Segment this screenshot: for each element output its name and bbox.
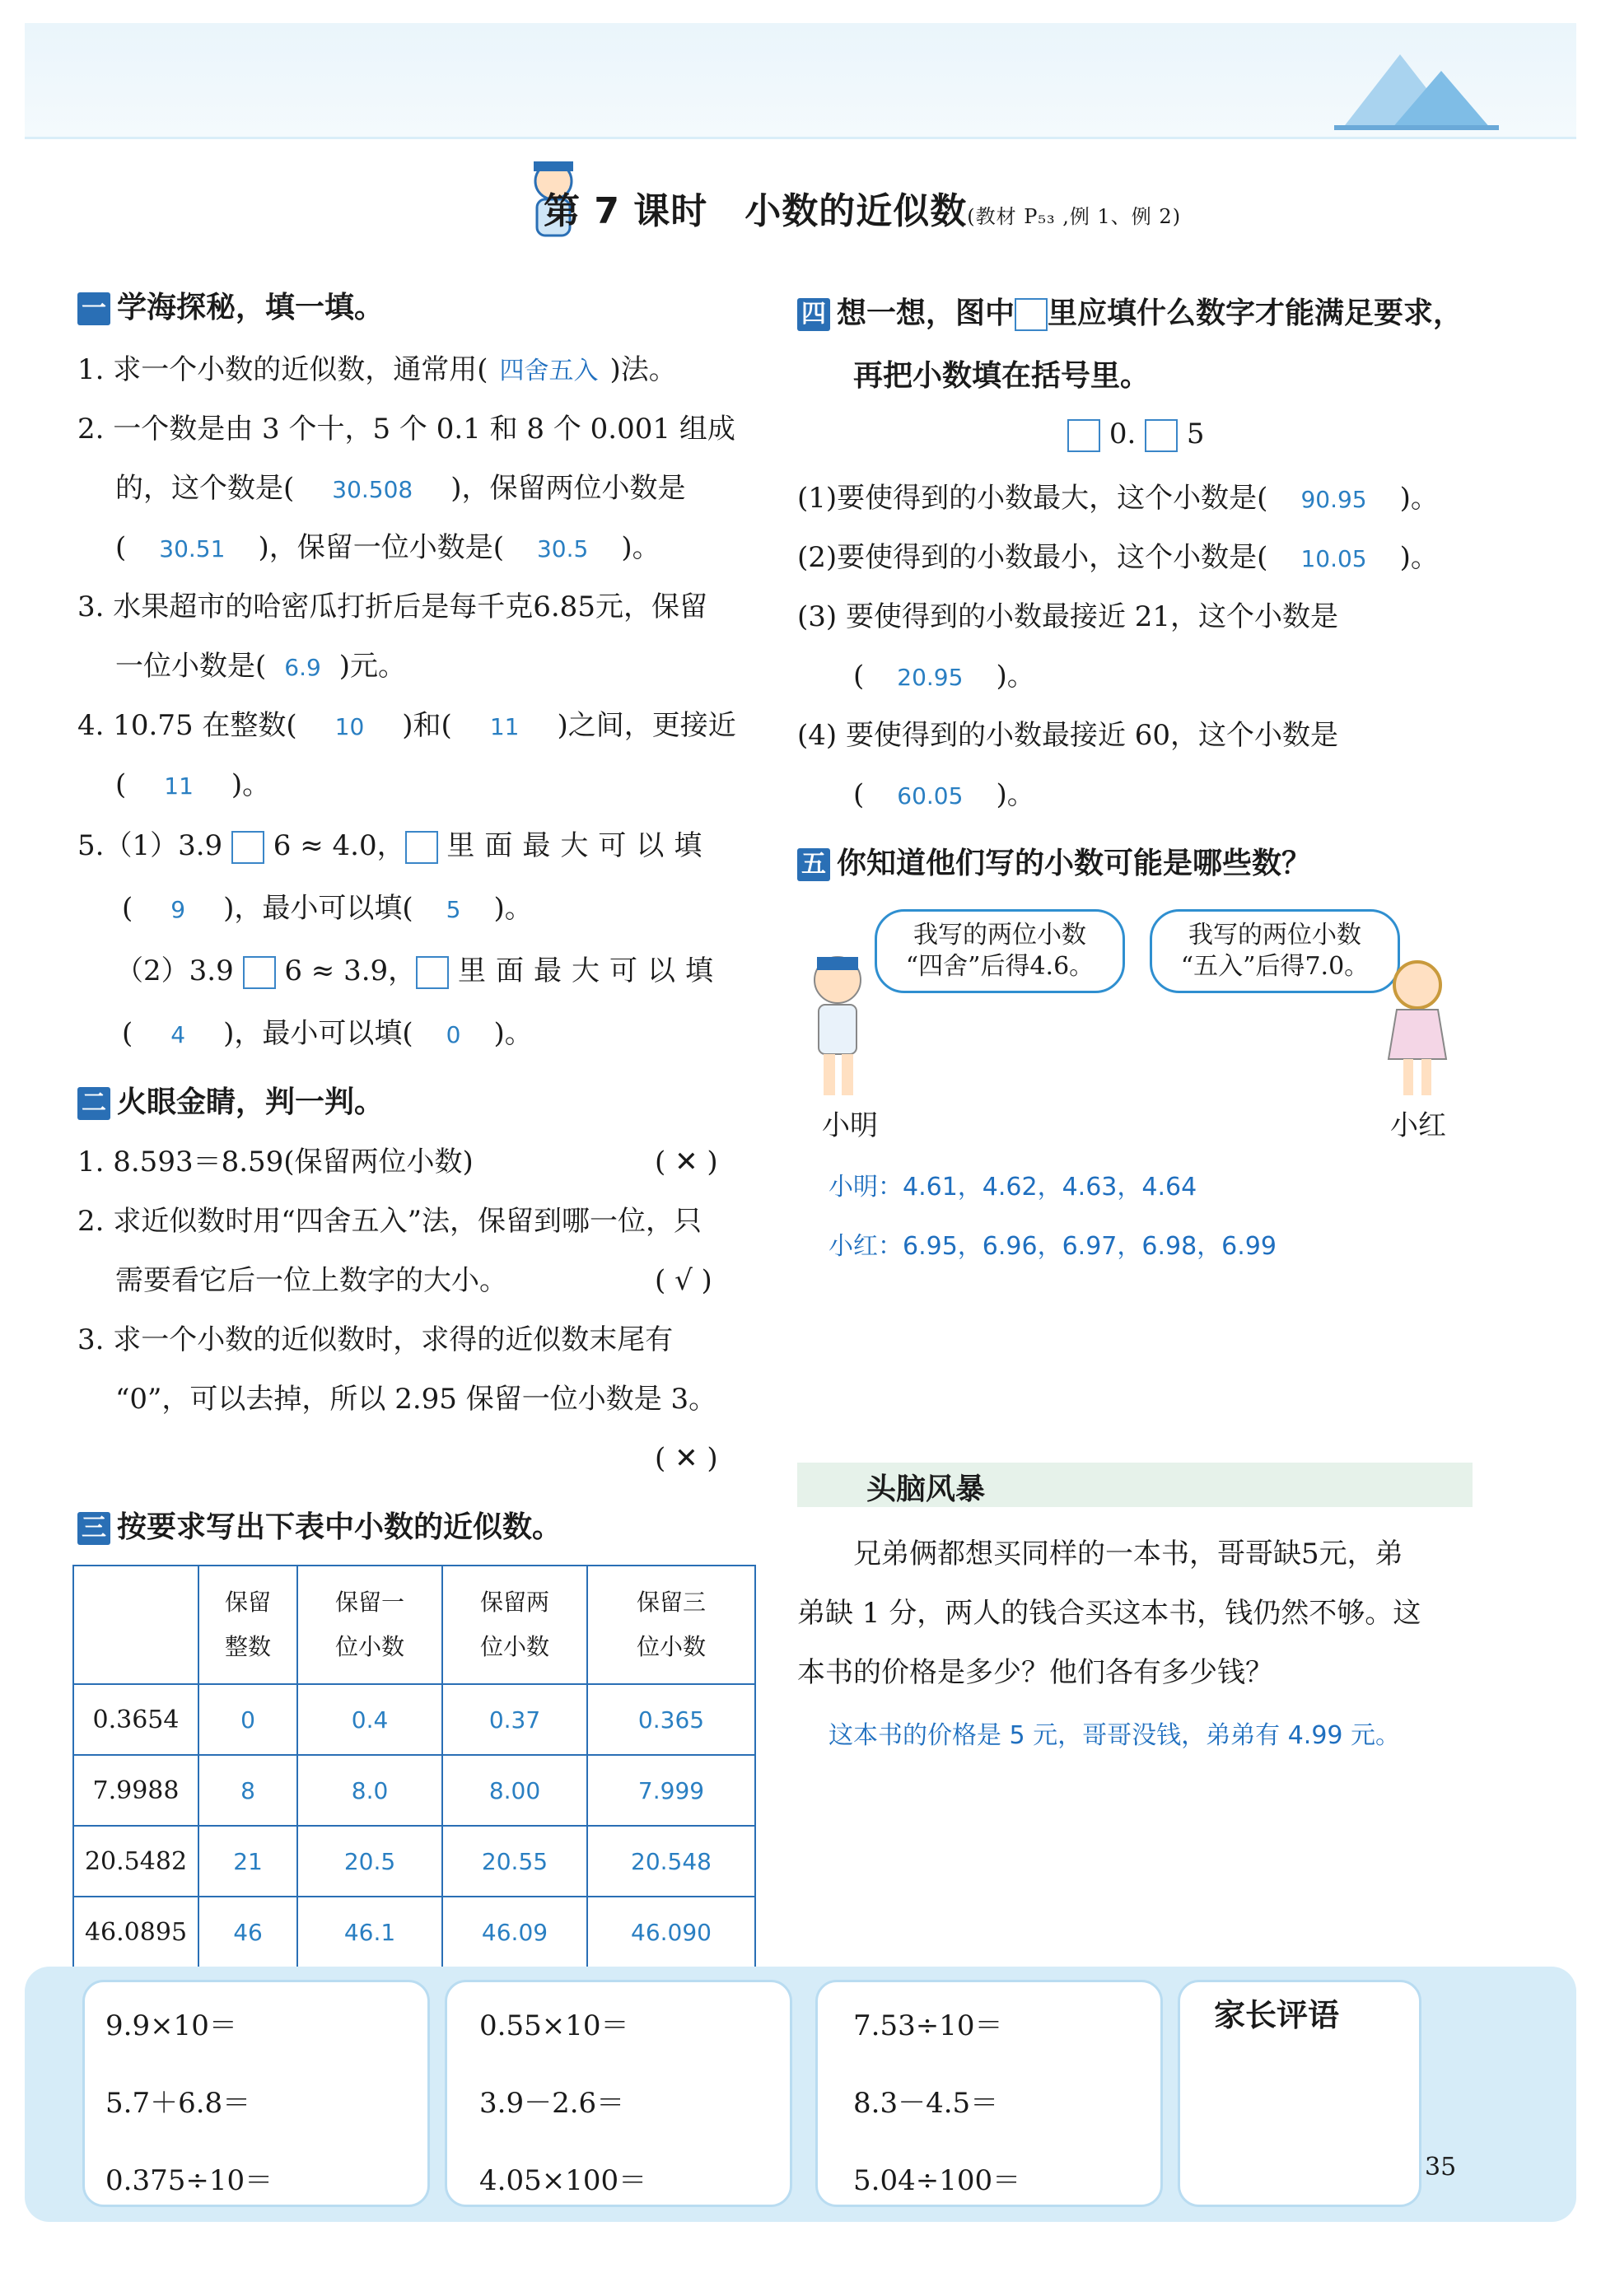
q4-2: (2)要使得到的小数最小，这个小数是( 10.05 )。 <box>797 541 1439 574</box>
section-badge: 三 <box>77 1512 110 1545</box>
girl-figure-icon <box>1380 952 1454 1100</box>
q1-5d: ( 4 )，最小可以填( 0 )。 <box>122 1017 533 1050</box>
top-banner <box>25 23 1576 139</box>
name-xiaoming: 小明 <box>822 1109 878 1142</box>
section-badge: 二 <box>77 1087 110 1120</box>
calc-item: 9.9×10＝ <box>105 2009 237 2042</box>
blank-box <box>1015 298 1048 331</box>
digit-pattern: 0. 5 <box>1067 417 1205 452</box>
judge-mark: ( ✕ ) <box>655 1442 718 1475</box>
table-header: 保留 整数 <box>198 1566 297 1684</box>
section-badge: 四 <box>797 298 830 331</box>
table-row: 7.9988 8 8.0 8.00 7.999 <box>73 1755 755 1826</box>
speech-bubble-xiaoming: 我写的两位小数 “四舍”后得4.6。 <box>875 909 1125 993</box>
q1-2b: 的，这个数是( 30.508 )，保留两位小数是 <box>115 472 686 505</box>
q1-5c: （2）3.9 6 ≈ 3.9， 里面最大可以填 <box>115 954 723 987</box>
calc-item: 7.53÷10＝ <box>853 2009 1003 2042</box>
judge-mark: ( ✕ ) <box>655 1146 718 1178</box>
brainstorm-p3: 本书的价格是多少？他们各有多少钱？ <box>797 1656 1273 1689</box>
calc-item: 0.375÷10＝ <box>105 2164 273 2197</box>
answer-xiaohong: 小红：6.95，6.96，6.97，6.98，6.99 <box>829 1232 1277 1261</box>
calc-item: 5.04÷100＝ <box>853 2164 1021 2197</box>
blank-box[interactable] <box>243 956 276 989</box>
q4-4: (4) 要使得到的小数最接近 60，这个小数是 <box>797 719 1339 752</box>
approximation-table <box>72 1565 756 1968</box>
brainstorm-p2: 弟缺 1 分，两人的钱合买这本书，钱仍然不够。这 <box>797 1597 1421 1630</box>
brainstorm-answer: 这本书的价格是 5 元，哥哥没钱，弟弟有 4.99 元。 <box>829 1721 1401 1750</box>
answer-xiaoming: 小明：4.61，4.62，4.63，4.64 <box>829 1173 1197 1202</box>
page-title: 第 7 课时 小数的近似数(教材 P₅₃ ,例 1、例 2) <box>544 190 1182 232</box>
section-badge: 五 <box>797 848 830 881</box>
q1-3a: 3. 水果超市的哈密瓜打折后是每千克6.85元，保留 <box>77 590 707 623</box>
q4-1: (1)要使得到的小数最大，这个小数是( 90.95 )。 <box>797 482 1439 515</box>
q1-4a: 4. 10.75 在整数( 10 )和( 11 )之间，更接近 <box>77 709 736 742</box>
section-5-heading: 五 你知道他们写的小数可能是哪些数？ <box>797 840 1311 882</box>
q1-3b: 一位小数是( 6.9 )元。 <box>115 650 407 683</box>
q4-4-answer: ( 60.05 )。 <box>853 778 1035 811</box>
calc-item: 4.05×100＝ <box>479 2164 647 2197</box>
brainstorm-heading: 头脑风暴 <box>866 1472 986 1506</box>
q1-2a: 2. 一个数是由 3 个十，5 个 0.1 和 8 个 0.001 组成 <box>77 413 735 446</box>
speech-bubble-xiaohong: 我写的两位小数 “五入”后得7.0。 <box>1150 909 1400 993</box>
q1-4b: ( 11 )。 <box>115 768 271 801</box>
mountain-icon <box>1334 38 1499 137</box>
blank-box[interactable] <box>405 831 438 864</box>
q4-3: (3) 要使得到的小数最接近 21，这个小数是 <box>797 600 1339 633</box>
q2-3a: 3. 求一个小数的近似数时，求得的近似数末尾有 <box>77 1323 674 1356</box>
table-corner <box>73 1566 198 1684</box>
boy-figure-icon <box>800 947 875 1104</box>
table-row: 46.0895 46 46.1 46.09 46.090 <box>73 1897 755 1967</box>
calc-item: 3.9－2.6＝ <box>479 2087 625 2120</box>
page-number: 35 <box>1425 2153 1457 2182</box>
section-1-heading: 一 学海探秘，填一填。 <box>77 284 384 326</box>
section-4-heading: 四 想一想，图中 里应填什么数字才能满足要求， <box>797 290 1463 332</box>
q1-2c: ( 30.51 )，保留一位小数是( 30.5 )。 <box>115 531 660 564</box>
calc-item: 0.55×10＝ <box>479 2009 629 2042</box>
blank-box[interactable] <box>231 831 264 864</box>
section-badge: 一 <box>77 292 110 325</box>
blank-box <box>1145 419 1178 452</box>
q1-5a: 5.（1）3.9 6 ≈ 4.0， 里面最大可以填 <box>77 829 712 862</box>
parent-comment-title: 家长评语 <box>1214 1997 1340 2033</box>
judge-mark: ( √ ) <box>655 1264 712 1297</box>
table-row: 0.3654 0 0.4 0.37 0.365 <box>73 1684 755 1755</box>
name-xiaohong: 小红 <box>1390 1109 1446 1142</box>
table-header: 保留两 位小数 <box>442 1566 587 1684</box>
q2-2a: 2. 求近似数时用“四舍五入”法，保留到哪一位，只 <box>77 1205 702 1238</box>
calc-item: 8.3－4.5＝ <box>853 2087 999 2120</box>
table-header: 保留一 位小数 <box>297 1566 442 1684</box>
q1-1: 1. 求一个小数的近似数，通常用( 四舍五入 )法。 <box>77 353 677 386</box>
q2-3b: “0”，可以去掉，所以 2.95 保留一位小数是 3。 <box>115 1383 717 1416</box>
q2-1: 1. 8.593＝8.59(保留两位小数) <box>77 1146 474 1178</box>
blank-box <box>1067 419 1100 452</box>
table-row: 20.5482 21 20.5 20.55 20.548 <box>73 1826 755 1897</box>
section-3-heading: 三 按要求写出下表中小数的近似数。 <box>77 1504 562 1546</box>
brainstorm-p1: 兄弟俩都想买同样的一本书，哥哥缺5元，弟 <box>853 1538 1403 1570</box>
table-header: 保留三 位小数 <box>587 1566 755 1684</box>
blank-box[interactable] <box>416 956 449 989</box>
q1-5b: ( 9 )，最小可以填( 5 )。 <box>122 892 533 925</box>
calc-item: 5.7＋6.8＝ <box>105 2087 251 2120</box>
q4-3-answer: ( 20.95 )。 <box>853 660 1035 693</box>
section-4-heading-line2: 再把小数填在括号里。 <box>853 359 1151 393</box>
section-2-heading: 二 火眼金睛，判一判。 <box>77 1079 384 1121</box>
q2-2b: 需要看它后一位上数字的大小。 <box>115 1264 507 1297</box>
